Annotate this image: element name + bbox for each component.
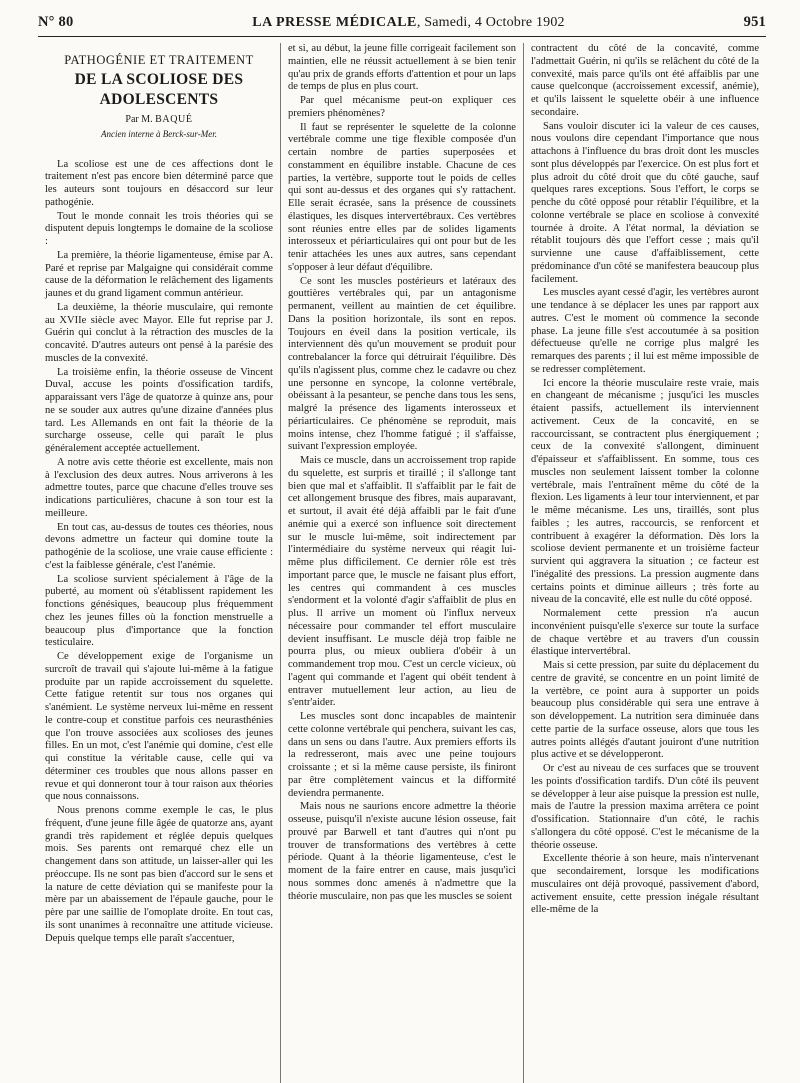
- paragraph: Il faut se représenter le squelette de la colonne vertébrale comme une tige flexible composée d'un certain nombre de parties superposées et constamment en équilibre instable. Chacune de ces parties, la vertèbre, supporte tout le poids de celles qui sont au-dessus et des organes qui s'y rattachent. Elle serait écrasée, sans la présence de coussinets élastiques, les disques intervertébraux. Ces vertèbres sont réunies entre elles par de solides ligaments interosseux et périarticulaires qui ont pour but de les tenir attachées les unes aux autres, sans cependant s'opposer à leur défaut d'équilibre.: [288, 121, 516, 273]
- paragraph: Or c'est au niveau de ces surfaces que se trouvent les points d'ossification tardifs. D'un côté ils peuvent se développer à leur aise puisque la pression est nulle, mais de l'autre la pression maxima arrêtera ce point d'ossification. Stationnaire d'un côté, le rachis s'allongera du côté opposé. C'est le mécanisme de la théorie osseuse.: [531, 763, 759, 851]
- paragraph: Excellente théorie à son heure, mais n'intervenant que secondairement, lorsque les modifications musculaires ont déjà provoqué, passivement d'abord, activement ensuite, cette pression inégale résultant elle-même de la: [531, 853, 759, 916]
- paragraph: contractent du côté de la concavité, comme l'admettait Guérin, ni qu'ils se relâchent du côté de la convexité, mais parce qu'ils ont été affaiblis par une cause quelconque (accroissement excessif, anémie), et qu'ils laissent le squelette obéir à une influence secondaire.: [531, 43, 759, 118]
- article-columns: [38, 43, 766, 1083]
- issue-date: , Samedi, 4 Octobre 1902: [416, 15, 565, 30]
- paragraph: Les muscles ayant cessé d'agir, les vertèbres auront une tendance à se déplacer les unes par rapport aux autres. C'est le moment où commence la seconde phase. La jeune fille s'est accoutumée à sa position défectueuse qu'elle ne corrige plus malgré les remarques des parents ; il lui est même impossible de se redresser complètement.: [531, 287, 759, 375]
- paragraph: Sans vouloir discuter ici la valeur de ces causes, nous voulons dire cependant l'importance que nous attachons à l'influence du bras droit dont les muscles sont plus développés par l'exercice. On est plus fort et plus adroit du côté droit que du côté gauche, sauf quelques rares exceptions. Sous l'effort, le corps se penche du côté opposé pour rétablir l'équilibre, et la colonne vertébrale se place en scoliose à convexité tournée à droite. A l'état normal, la déviation se rétablit toujours dès que l'effort cesse ; mais qu'il survienne une cause d'affaiblissement, cette prédominance d'un côté se manifestera beaucoup plus facilement.: [531, 120, 759, 285]
- journal-title: [252, 15, 564, 31]
- author-line: [45, 114, 273, 127]
- paragraph: La scoliose est une de ces affections dont le traitement n'est pas encore bien déterminé parce que les auteurs sont toujours en désaccord sur leur pathogénie.: [45, 158, 273, 208]
- article-title-line-2: DE LA SCOLIOSE DES ADOLESCENTS: [74, 71, 244, 108]
- article-title-line-1: PATHOGÉNIE ET TRAITEMENT: [64, 53, 254, 67]
- column-3: [523, 43, 766, 1083]
- page-number: 951: [743, 14, 766, 30]
- paragraph: Ici encore la théorie musculaire reste vraie, mais en changeant de mécanisme ; jusqu'ici les muscles étaient passifs, actuellement ils interviennent activement. Ceux de la concavité, en se raccourcissant, se contractent plus énergiquement ; ceux de la convexité s'allongent, diminuent d'épaisseur et s'affaiblissent. En somme, tous ces muscles non seulement laissent tomber la colonne vertébrale, mais l'entraînent même du côté de la flexion. Les ligaments à leur tour interviennent, et par le même mécanisme. Les uns, tiraillés, sont plus faibles ; les autres, raccourcis, se renforcent et contribuent à exagérer la déformation. Dès lors la scoliose devient permanente et un troisième facteur survient qui aggravera la situation ; ce facteur est l'inégalité des pressions. La pression augmente dans certains points et diminue ailleurs ; très forte au niveau de la concavité, elle est nulle du côté opposé.: [531, 377, 759, 606]
- paragraph: La troisième enfin, la théorie osseuse de Vincent Duval, accuse les points d'ossification tardifs, apparaissant vers l'âge de quatorze à quinze ans, pour ne se souder aux autres qu'une dizaine d'années plus tard. Les Allemands en ont fait la théorie de la surcharge osseuse, celle qui paraît le plus généralement acceptée actuellement.: [45, 366, 273, 454]
- author-affiliation: Ancien interne à Berck-sur-Mer.: [101, 128, 217, 139]
- paragraph: Ce sont les muscles postérieurs et latéraux des gouttières vertébrales qui, par un antagonisme permanent, veillent au maintien de cet équilibre. Dans la position horizontale, ils sont en repos. Toujours en éveil dans la position verticale, ils interviennent dès qu'un mouvement se produit pour contrebalancer la force qui détruirait l'équilibre. Dès qu'ils n'agissent plus, comme chez le cadavre ou chez une personne en syncope, la colonne vertébrale, obéissant à la pesanteur, se penche dans tous les sens, malgré la présence des ligaments interosseux et périarticulaires. Ce phénomène se reproduit, mais moins intense, chez l'homme fatigué ; il s'affaisse, suivant l'expression employée.: [288, 275, 516, 453]
- paragraph: La première, la théorie ligamenteuse, émise par A. Paré et reprise par Malgaigne qui considérait comme cause de la déformation le relâchement des ligaments jaunes et du grand ligament commun antérieur.: [45, 249, 273, 299]
- paragraph: Nous prenons comme exemple le cas, le plus fréquent, d'une jeune fille âgée de quatorze ans, ayant grandi très rapidement et réglée depuis quelques mois. Ses parents ont remarqué chez elle un changement dans son attitude, un laisser-aller qui les préoccupe. Ils ne sont pas bien d'accord sur le sens et la nature de cette déviation qui se manifeste pour la mère par un abaissement de l'épaule gauche, pour le père par une saillie de l'omoplate droite. En tout cas, ils sont unanimes à reconnaître une attitude vicieuse. Depuis quelque temps elle paraît s'accentuer,: [45, 805, 273, 944]
- paragraph: En tout cas, au-dessus de toutes ces théories, nous devons admettre un facteur qui domine toute la pathogénie de la scoliose, une vraie cause efficiente : c'est la faiblesse générale, c'est l'anémie.: [45, 521, 273, 571]
- article-heading: [45, 53, 273, 141]
- paragraph: Par quel mécanisme peut-on expliquer ces premiers phénomènes?: [288, 95, 516, 119]
- journal-name: LA PRESSE MÉDICALE: [252, 15, 417, 30]
- paragraph: Mais nous ne saurions encore admettre la théorie osseuse, puisqu'il n'existe aucune lésion osseuse, fait prouvé par Barwell et tant d'autres qui n'ont pu trouver de transformations des vertèbres à cette période. Quant à la théorie ligamenteuse, c'est le moment de la faire entrer en cause, mais jusqu'ici nous sommes donc amenés à n'admettre que la théorie musculaire, non pas que les muscles se soient: [288, 801, 516, 902]
- issue-number: N° 80: [38, 14, 74, 30]
- paragraph: A notre avis cette théorie est excellente, mais non à l'exclusion des deux autres. Nous arriverons à les admettre toutes, parce que chacune d'elles trouve ses indications particulières, chacune à son tour est la meilleure.: [45, 456, 273, 519]
- paragraph: Tout le monde connait les trois théories qui se disputent depuis longtemps le domaine de la scoliose :: [45, 210, 273, 247]
- paragraph: Normalement cette pression n'a aucun inconvénient puisqu'elle s'exerce sur toute la surface de chaque vertèbre et au travers d'un coussin élastique intervertébral.: [531, 608, 759, 658]
- paragraph: Mais ce muscle, dans un accroissement trop rapide du squelette, est surpris et tiraillé ; il s'allonge tant bien que mal et s'affaiblit. Il s'affaiblit par le fait de cet allongement brusque des fibres, mais auparavant, et surtout, il avait été déjà affaibli par le fait d'une anémie qui a exercé son influence soit directement sur le muscle lui-même, soit indirectement par l'intermédiaire du système nerveux qui réagit lui-même plus difficilement. Ce dernier rôle est très important parce que, le muscle ne faisant plus effort, les centres qui commandent à ces muscles s'endorment et la volonté d'agir s'affaiblit de plus en plus. Il arrive un moment où l'influx nerveux nécessaire pour commander tel effort musculaire devient insuffisant. Le muscle déjà trop faible ne pourra plus, ou mieux oubliera d'obéir à un commandement trop mou. C'est un cercle vicieux, où l'agent qui commande et l'agent qui obéit tendent à entraver mutuellement leur action, au lieu de s'entr'aider.: [288, 455, 516, 709]
- author-prefix: Par M.: [125, 114, 156, 125]
- author-name: BAQUÉ: [155, 114, 193, 125]
- paragraph: Les muscles sont donc incapables de maintenir cette colonne vertébrale qui penchera, suivant les cas, dans un sens ou dans l'autre. Aux premiers efforts ils la redresseront, mais avec une peine toujours croissante ; et si la même cause persiste, ils finiront par être complètement vaincus et la difformité deviendra permanente.: [288, 711, 516, 799]
- column-2: [280, 43, 523, 1083]
- paragraph: Ce développement exige de l'organisme un surcroît de travail qui s'ajoute lui-même à la fatigue produite par un rapide accroissement du squelette. Cette fatigue retentit sur tous nos organes qui s'anémient. Le système nerveux lui-même en ressent le contre-coup et constitue parfois ces neurasthénies que l'on trouve associées aux scolioses des jeunes filles. En un mot, c'est l'anémie qui domine, c'est elle qui constitue la véritable cause, celle qui va déterminer ces troubles que nous allons passer en revue et qui donneront tour à tour raison aux théories que nous connaissons.: [45, 651, 273, 803]
- paragraph: Mais si cette pression, par suite du déplacement du centre de gravité, se concentre en un point limité de la vertèbre, ce point aura à supporter un poids beaucoup plus considérable qui sera une entrave à son développement. La nutrition sera diminuée dans cette partie de la surface osseuse, alors que tous les autres points allégés d'autant jouiront d'une nutrition plus active et se développeront.: [531, 660, 759, 761]
- paragraph: La scoliose survient spécialement à l'âge de la puberté, au moment où s'établissent rapidement les fonctions génésiques, beaucoup plus fréquemment chez les jeunes filles où la fonction menstruelle a beaucoup plus d'importance que la fonction testiculaire.: [45, 573, 273, 649]
- paragraph: La deuxième, la théorie musculaire, qui remonte au XVIIe siècle avec Mayor. Elle fut reprise par J. Guérin qui conclut à la rétraction des muscles de la concavité. D'autres auteurs ont pensé à la parésie des muscles de la convexité.: [45, 301, 273, 364]
- column-1: [38, 43, 280, 1083]
- paragraph: et si, au début, la jeune fille corrigeait facilement son maintien, elle ne réussit actuellement à se bien tenir qu'au prix de grands efforts d'attention et pour un laps de temps de plus en plus court.: [288, 43, 516, 93]
- page-header: [38, 14, 766, 37]
